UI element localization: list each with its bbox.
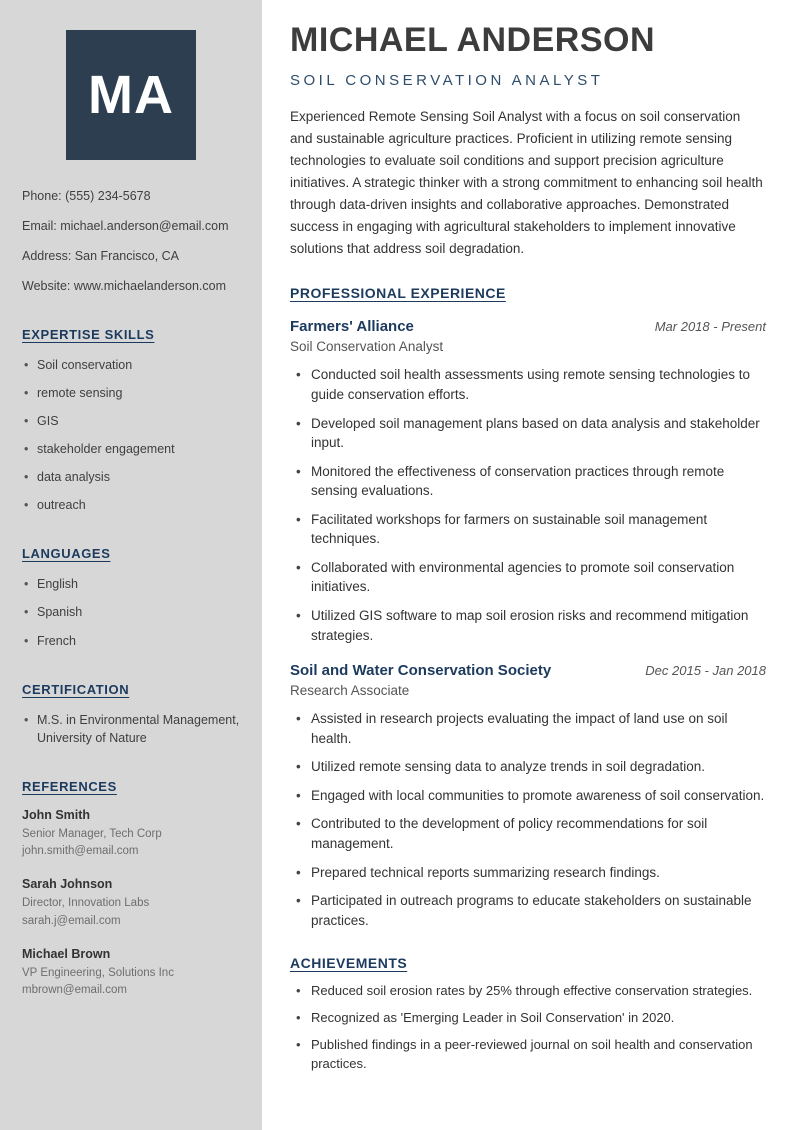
job-role: Soil Conservation Analyst bbox=[290, 339, 444, 355]
job-bullet: • Prepared technical reports summarizing research findings. bbox=[295, 863, 766, 883]
job-bullet: • Facilitated workshops for farmers on sustainable soil management techniques. bbox=[295, 510, 766, 549]
certification-section bbox=[22, 682, 240, 747]
job-bullet-list bbox=[290, 709, 766, 930]
language-item: • Spanish bbox=[22, 603, 240, 621]
avatar-initials: MA bbox=[88, 65, 174, 125]
language-item: • English bbox=[22, 575, 240, 593]
language-item: • French bbox=[22, 632, 240, 650]
achievements-list bbox=[290, 982, 766, 1073]
skill-item: • remote sensing bbox=[22, 384, 240, 402]
reference-email: sarah.j@email.com bbox=[22, 914, 121, 927]
job-dates: Mar 2018 - Present bbox=[654, 319, 766, 335]
experience-heading: PROFESSIONAL EXPERIENCE bbox=[290, 285, 506, 302]
skill-item: • data analysis bbox=[22, 468, 240, 486]
job-role: Research Associate bbox=[290, 683, 410, 699]
job-bullet: • Utilized GIS software to map soil erosion risks and recommend mitigation strategies. bbox=[295, 606, 766, 645]
contact-address: Address: San Francisco, CA bbox=[22, 248, 180, 263]
job-bullet: • Assisted in research projects evaluating the impact of land use on soil health. bbox=[295, 709, 766, 748]
company-name: Farmers' Alliance bbox=[290, 318, 414, 336]
reference-email: mbrown@email.com bbox=[22, 984, 127, 997]
job-dates: Dec 2015 - Jan 2018 bbox=[645, 663, 766, 679]
reference-entry bbox=[22, 877, 240, 930]
languages-heading: LANGUAGES bbox=[22, 546, 111, 562]
summary-paragraph: Experienced Remote Sensing Soil Analyst with a focus on soil conservation and sustainable agriculture practices. Proficient in utilizing remote sensing technologies to evaluate soil conditions and support precision agriculture initiatives. A strategic thinker with a strong commitment to enhancing soil health through data-driven insights and collaborative approaches. Demonstrated success in engaging with agricultural stakeholders to implement innovative solutions that address soil degradation. bbox=[290, 109, 763, 257]
reference-email: john.smith@email.com bbox=[22, 845, 139, 858]
contact-info bbox=[22, 188, 240, 295]
languages-section bbox=[22, 546, 240, 649]
skills-section bbox=[22, 327, 240, 515]
job-header bbox=[290, 662, 766, 679]
reference-title: VP Engineering, Solutions Inc bbox=[22, 966, 174, 979]
sidebar bbox=[0, 0, 262, 1130]
skills-heading: EXPERTISE SKILLS bbox=[22, 326, 155, 342]
contact-email: Email: michael.anderson@email.com bbox=[22, 218, 229, 233]
contact-website: Website: www.michaelanderson.com bbox=[22, 278, 227, 293]
job-bullet: • Developed soil management plans based on data analysis and stakeholder input. bbox=[295, 414, 766, 453]
job-bullet: • Monitored the effectiveness of conservation practices through remote sensing evaluations. bbox=[295, 462, 766, 501]
achievement-item: • Published findings in a peer-reviewed journal on soil health and conservation practices. bbox=[295, 1036, 766, 1074]
job-bullet: • Engaged with local communities to promote awareness of soil conservation. bbox=[295, 786, 766, 806]
reference-title: Director, Innovation Labs bbox=[22, 897, 150, 910]
job-entry bbox=[290, 662, 766, 930]
contact-phone: Phone: (555) 234-5678 bbox=[22, 189, 151, 203]
company-name: Soil and Water Conservation Society bbox=[290, 662, 552, 680]
job-bullet: • Utilized remote sensing data to analyze trends in soil degradation. bbox=[295, 757, 766, 777]
achievement-item: • Reduced soil erosion rates by 25% through effective conservation strategies. bbox=[295, 982, 766, 1001]
reference-entry bbox=[22, 947, 240, 1000]
references-section bbox=[22, 779, 240, 1000]
certification-heading: CERTIFICATION bbox=[22, 681, 130, 697]
resume-main bbox=[262, 0, 800, 1130]
skills-list bbox=[22, 356, 240, 515]
headline: SOIL CONSERVATION ANALYST bbox=[290, 72, 604, 90]
skill-item: • Soil conservation bbox=[22, 356, 240, 374]
languages-list bbox=[22, 575, 240, 649]
job-header bbox=[290, 318, 766, 335]
job-bullet: • Contributed to the development of policy recommendations for soil management. bbox=[295, 814, 766, 853]
job-bullet-list bbox=[290, 365, 766, 645]
references-heading: REFERENCES bbox=[22, 778, 117, 794]
job-bullet: • Participated in outreach programs to educate stakeholders on sustainable practices. bbox=[295, 891, 766, 930]
achievements-heading: ACHIEVEMENTS bbox=[290, 955, 408, 972]
job-entry bbox=[290, 318, 766, 645]
reference-title: Senior Manager, Tech Corp bbox=[22, 827, 162, 840]
avatar bbox=[66, 30, 196, 160]
certification-item: • M.S. in Environmental Management, University of Nature bbox=[22, 711, 240, 747]
job-bullet: • Conducted soil health assessments using remote sensing technologies to guide conservation efforts. bbox=[295, 365, 766, 404]
certification-list bbox=[22, 711, 240, 747]
reference-entry bbox=[22, 808, 240, 861]
skill-item: • GIS bbox=[22, 412, 240, 430]
skill-item: • outreach bbox=[22, 496, 240, 514]
job-bullet: • Collaborated with environmental agencies to promote soil conservation initiatives. bbox=[295, 558, 766, 597]
page-title: MICHAEL ANDERSON bbox=[290, 21, 656, 59]
reference-name: Sarah Johnson bbox=[22, 877, 113, 892]
reference-name: Michael Brown bbox=[22, 946, 111, 961]
skill-item: • stakeholder engagement bbox=[22, 440, 240, 458]
reference-name: John Smith bbox=[22, 807, 91, 822]
achievement-item: • Recognized as 'Emerging Leader in Soil Conservation' in 2020. bbox=[295, 1009, 766, 1028]
